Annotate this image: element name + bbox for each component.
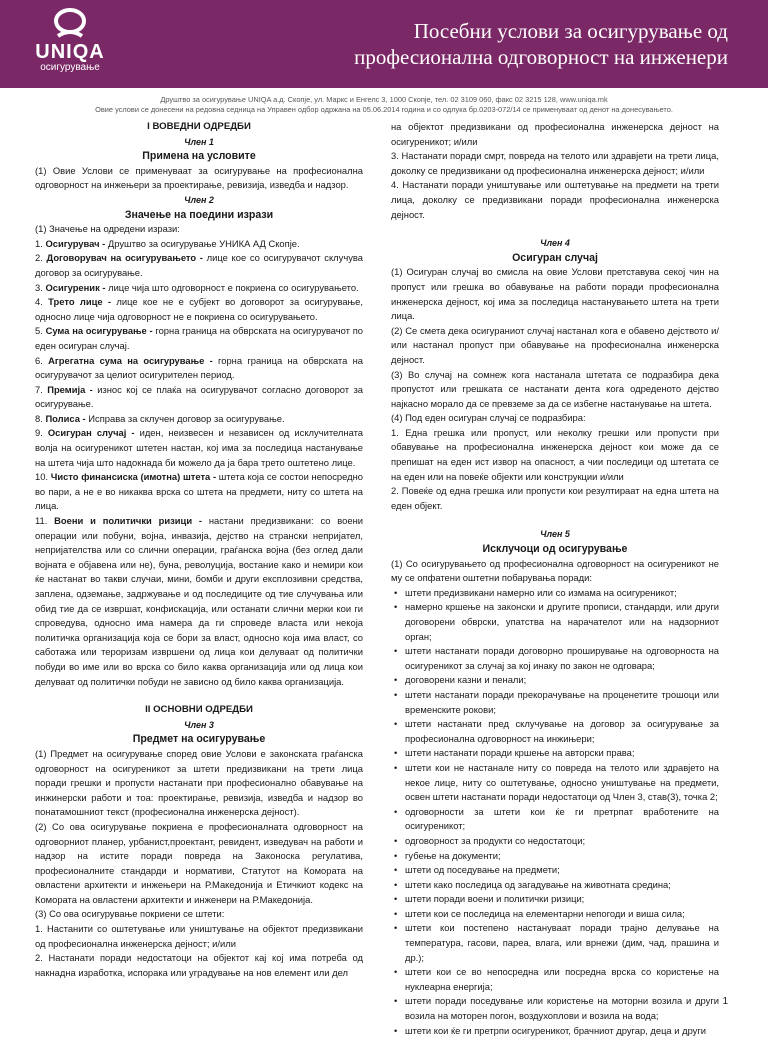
exclusion-item: • губење на документи; (391, 849, 719, 864)
exclusion-item: • штети настанати поради кршење на авторски права; (391, 746, 719, 761)
paragraph: (3) Со ова осигурување покриени се штети: (35, 908, 225, 920)
logo-subtitle: осигурување (40, 62, 100, 73)
definition-text: иден, неизвесен и независен од исклучителната волја на осигуреникот штетен настан, кој има за последица настанување на штета чија што надокнада би можело да ја бара трето оштетено лице. (35, 427, 363, 468)
article-number: Член 3 (184, 719, 214, 730)
exclusion-item: • штети кои се последица на елементарни непогоди и виша сила; (391, 907, 719, 922)
spacer (35, 689, 363, 703)
definition-term: Премија - (47, 383, 93, 395)
exclusion-item: • договорени казни и пенали; (391, 673, 719, 688)
definition-item: 11. Воени и политички ризици - настани предизвикани: со воени операции или побуни, војна, инвазија, дејство на странски непријател, непријателства или со слични операции, граѓанска војна (без оглед дали војната е објавена или не), буна, револуција, востание како и немири кои ќе настанат во такви случаи, мини, бомби и други експлозивни средства, заплена, одземање, задржување и од последиците од тие случувања или обид тие да се извршат, конфискација, или останати слични мерки кои ги спроведува, односно има намера да ги спроведе власта или некоја политичка организација која се бори за власт, односно која има власт, со саботажа или тероризам извршени од лица кои делуваат од политички побуди во име или во врска со било каква организација или од лица кои делуваат од политички побуди не зависно од било каква организација. (35, 515, 363, 687)
company-info (0, 95, 768, 115)
numbered-item: 1. Настанити со оштетување или уништување на објектот предизвикани од професионална инженерска дејност; и/или (35, 923, 363, 949)
article-title: Осигуран случај (512, 251, 598, 264)
definition-term: Чисто финансиска (имотна) штета - (50, 471, 217, 483)
definition-item: 7. Премија - износ кој се плаќа на осигурувачот согласно договорот за осигурување. (35, 383, 363, 410)
numbered-item: 1. Една грешка или пропуст, или неколку грешки или пропусти при обавување на професионална инженерска дејност кои може да се препишат на еден ист извор на опасност, а чии последици од штетата се на еден или на повеќе објекти или конструкции и/или (391, 426, 719, 482)
numbered-item: 3. Настанати поради смрт, повреда на телото или здравјети на трети лица, доколку се предизвикани од професионална инженерска дејност; и/или (391, 150, 719, 176)
exclusion-item: • штети како последица од загадување на животната средина; (391, 878, 719, 893)
definition-item: 3. Осигуреник - лице чија што одговорност е покриена со осигурувањето. (35, 281, 359, 293)
definition-text: горна граница на обврската на осигурувачот за целиот осигурителен период. (35, 354, 363, 381)
exclusion-item: • штети предизвикани намерно или со измама на осигуреникот; (391, 586, 719, 601)
numbered-item: 2. Повеќе од една грешка или пропусти кои резултираат на една штета на еден објект. (391, 485, 719, 511)
paragraph: (2) Се смета дека осигураниот случај настанал кога е обавено дејството и/или настанал пропуст при обавување на професионална инженерска дејност. (391, 324, 719, 365)
definition-text: штета која се состои непосредно во пари, а не е во никаква врска со штета на предмети, ниту со штета на лица. (35, 471, 363, 512)
paragraph: (1) Осигуран случај во смисла на овие Услови претставува секој чин на пропуст или грешка во обавување на работи поради професионална инженерска дејност, кој има за последица настанувањето штета на трети лица. (391, 266, 719, 322)
paragraph: (4) Под еден осигуран случај се подразбира: (391, 412, 586, 424)
paragraph: (3) Во случај на сомнеж кога настанала штетата се подразбира дека пропустот или грешката се настанати дента кога одреденото дејство најкасно морало да се превземе за да се избегне настанување на штета. (391, 368, 719, 409)
definition-text: настани предизвикани: со воени операции или побуни, војна, инвазија, дејство на странски непријател, непријателства или со слични операции, граѓанска војна (без оглед дали војната е објавена или не), буна, револуција, востание како и немири кои ќе настанат во такви случаи, мини, бомби и други експлозивни средства, заплена, одземање, задржување и од последиците од тие случувања или обид тие да се извршат, конфискација, или останати слични мерки кои ги спроведува, односно има намера да ги спроведе власта или некоја политичка организација која се бори за власт, односно која има власт, со саботажа или тероризам извршени од лица кои делуваат од политички побуди во име или во врска со било каква организација или од лица кои делуваат од политички побуди не зависно од било каква организација. (35, 515, 363, 687)
paragraph: (2) Со ова осигурување покриена е професионалната одговорност на одговорниот планер, урбанист,проектант, ревидент, изведувач на работи и надзор на истите поради повреда на Законоска регулатива, професионалните стандарди и нормативи, Статутот на Комората на овластени архитекти и инжењери на Р.Македонија и Етичкиот кодекс на Комората на овластени архитекти и инженери на Р.Македонија. (35, 820, 363, 905)
document-title (288, 18, 728, 70)
exclusion-item: • штети кои постепено настануваат поради трајно делување на температура, гасови, пареа, влага, или врнежи (дим, чад, прашина и др.); (391, 921, 719, 965)
definition-term: Воени и политички ризици - (54, 515, 203, 527)
article-number: Член 4 (540, 238, 570, 249)
definition-text: Исправа за склучен договор за осигурување. (85, 412, 285, 424)
exclusion-item: • штети поради воени и политички ризици; (391, 892, 719, 907)
page-number: 1 (722, 996, 728, 1007)
article-title: Значење на поедини изрази (124, 208, 274, 221)
paragraph: (1) Со осигурувањето од професионална одговорност на осигуреникот не му се опфатени оштетни побарувања поради: (391, 557, 719, 584)
definition-text: лице кое со осигурувачот склучува договор за осигурување. (35, 252, 363, 278)
definition-text: Друштво за осигурување УНИКА АД Скопје. (105, 237, 300, 249)
article-title: Исклучоци од осигурување (482, 543, 628, 556)
definition-item: 5. Сума на осигурување - горна граница на обврската на осигурувачот по еден осигуран случај. (35, 325, 363, 351)
definition-text: лице чија што одговорност е покриена со осигурувањето. (105, 281, 359, 293)
definition-term: Сума на осигурување - (45, 325, 153, 337)
title-line-2: професионална одговорност на инженери (354, 45, 728, 69)
definition-term: Договорувач на осигурувањето - (46, 252, 203, 264)
definition-term: Осигуреник - (45, 281, 106, 293)
definition-term: Осигуран случај - (47, 427, 135, 439)
article-number: Член 2 (184, 194, 214, 205)
exclusion-item: • намерно кршење на законски и другите прописи, стандарди, или други договорени обврски, упатства на нарачателот или на надзорниот орган; (391, 600, 719, 644)
company-address: Друштво за осигурување UNIQA а.д. Скопје, ул. Маркс и Енгелс 3, 1000 Скопје, тел. 02 3109 060, факс 02 3215 128, www.uniqa.mk (160, 95, 608, 104)
paragraph: (1) Овие Услови се применуваат за осигурување на професионална одговорност на инжењери за проектирање, ревизија, изведба и надзор. (35, 164, 363, 191)
exclusion-item: • штети од поседување на предмети; (391, 863, 719, 878)
exclusion-item: • одговорности за штети кои ќе ги претрпат вработените на осигуреникот; (391, 805, 719, 834)
right-column (391, 120, 719, 1038)
definition-item: 8. Полиса - Исправа за склучен договор за осигурување. (35, 412, 285, 424)
section-heading: I ВОВЕДНИ ОДРЕДБИ (147, 121, 251, 132)
exclusion-item: • штети кои ќе ги претрпи осигуреникот, брачниот другар, деца и други (391, 1024, 719, 1038)
section-heading: II ОСНОВНИ ОДРЕДБИ (145, 704, 253, 716)
logo-word: UNIQA (35, 41, 105, 63)
definition-item: 4. Трето лице - лице кое не е субјект во договорот за осигурување, односно лице чија одговорност не е покриена со осигурувањето. (35, 296, 363, 322)
definition-term: Полиса - (45, 412, 86, 424)
exclusion-item: • штети поради поседување или користење на моторни возила и други возила на моторен погон, воздухоплови и возила на вода; (391, 994, 719, 1023)
article-title: Примена на условите (142, 150, 256, 163)
exclusion-item: • одговорност за продукти со недостатоци; (391, 834, 719, 849)
article-number: Член 1 (184, 136, 214, 147)
paragraph: (1) Значење на одредени изрази: (35, 223, 180, 235)
uniqa-logo (28, 6, 112, 82)
definition-text: горна граница на обврската на осигурувачот по еден осигуран случај. (35, 325, 363, 351)
exclusion-item: • штети кои се во непосредна или посредна врска со користење на нуклеарна енергија; (391, 965, 719, 994)
definition-term: Осигурувач - (45, 237, 106, 249)
paragraph-continuation: на објектот предизвикани од професионална инженерска дејност на осигуреникот; и/или (391, 121, 719, 147)
definition-item: 6. Агрегатна сума на осигурување - горна граница на обврската на осигурувачот за целиот осигурителен период. (35, 354, 363, 381)
header-banner (0, 0, 768, 88)
adoption-note: Овие услови се донесени на редовна седница на Управен одбор одржана на 05.06.2014 година и со одлука бр.0203-072/14 се применуваат од денот на донесувањето. (95, 105, 673, 114)
definition-text: лице кое не е субјект во договорот за осигурување, односно лице чија одговорност не е покриена со осигурувањето. (35, 296, 363, 322)
definition-item: 10. Чисто финансиска (имотна) штета - штета која се состои непосредно во пари, а не е во никаква врска со штета на предмети, ниту со штета на лица. (35, 471, 363, 512)
spacer (391, 513, 719, 527)
title-line-1: Посебни услови за осигурување од (413, 19, 728, 43)
definition-item: 1. Осигурувач - Друштво за осигурување УНИКА АД Скопје. (35, 237, 300, 249)
paragraph: (1) Предмет на осигурување според овие Услови е законската граѓанска одговорност на осигуреникот за штети предизвикани на трети лица поради грешки и пропусти настанати при професионално обавување на инжинерски работи и тоа: проектирање, ревизија, изведба и надзор во понатамошниот текст (професионална инженерска дејност). (35, 747, 363, 818)
spacer (391, 222, 719, 236)
definition-term: Трето лице - (48, 296, 112, 308)
exclusion-item: • штети настанати пред склучување на договор за осигурување за професионална одговорност на инжињери; (391, 717, 719, 746)
definition-term: Агрегатна сума на осигурување - (48, 354, 213, 366)
exclusion-item: • штети кои не настанале ниту со повреда на телото или здравјето на некое лице, ниту со оштетување, односно уништување на предмети, освен штети настанати поради недостатоци од Член 3, став(3), точка 2; (391, 761, 719, 805)
numbered-item: 4. Настанати поради уништување или оштетување на предмети на трети лица, доколку се предизвикани поради професионална инженерска дејност. (391, 179, 719, 220)
left-column (35, 120, 363, 980)
exclusion-item: • штети настанати поради прекорачување на проценетите трошоци или временските рокови; (391, 688, 719, 717)
article-title: Предмет на осигурување (132, 733, 266, 746)
definition-item: 2. Договорувач на осигурувањето - лице кое со осигурувачот склучува договор за осигурување. (35, 252, 363, 278)
definition-text: износ кој се плаќа на осигурувачот согласно договорот за осигурување. (35, 383, 363, 410)
logo-mark-icon (50, 6, 90, 40)
exclusion-item: • штети настанати поради договорно проширување на одговорноста на осигуреникот за случај за кој инаку по закон не одговара; (391, 644, 719, 673)
article-number: Член 5 (540, 529, 570, 540)
numbered-item: 2. Настанати поради недостатоци на објектот кај кој има потреба од накнадна изработка, испорака или уградување на нов елемент или дел (35, 952, 363, 978)
definition-item: 9. Осигуран случај - иден, неизвесен и независен од исклучителната волја на осигуреникот штетен настан, кој има за последица настанување на штета чија што надокнада би можело да ја бара трето оштетено лице. (35, 427, 363, 468)
